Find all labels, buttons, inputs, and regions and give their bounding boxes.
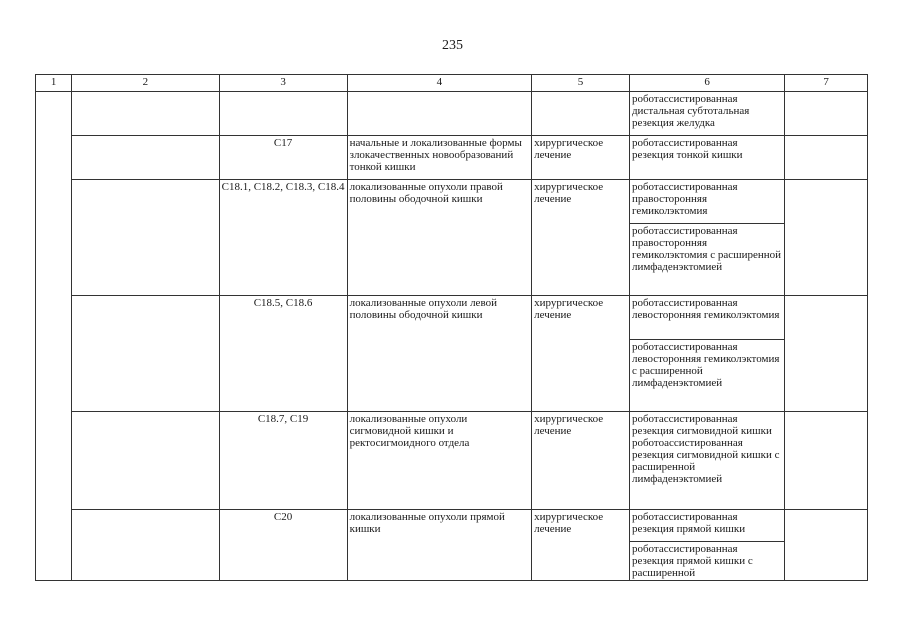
table-cell-col2 bbox=[72, 510, 219, 581]
table-row bbox=[36, 296, 868, 340]
table-cell-treatment: роботассистированная резекция прямой кишки с расширенной bbox=[629, 542, 784, 581]
table-cell-diagnosis: локализованные опухоли прямой кишки bbox=[347, 510, 532, 581]
table-cell-treatment: роботассистированная резекция сигмовидной кишки роботоассистированная резекция сигмовидной кишки с расширенной лимфаденэктомией bbox=[629, 412, 784, 510]
table-cell-icd-code: C18.1, C18.2, C18.3, C18.4 bbox=[219, 180, 347, 296]
table-cell-treatment-type: хирургическое лечение bbox=[532, 296, 630, 412]
table-cell-icd-code: C18.5, C18.6 bbox=[219, 296, 347, 412]
table-cell-icd-code: C17 bbox=[219, 136, 347, 180]
table-row bbox=[36, 412, 868, 510]
table-cell-icd-code: C18.7, C19 bbox=[219, 412, 347, 510]
table-cell-col2 bbox=[72, 296, 219, 412]
table-cell-col7 bbox=[785, 510, 868, 581]
procedures-table bbox=[35, 74, 868, 581]
table-cell-icd-code: C20 bbox=[219, 510, 347, 581]
column-header: 3 bbox=[219, 75, 347, 92]
table-cell-col3 bbox=[219, 92, 347, 136]
column-header: 2 bbox=[72, 75, 219, 92]
table-cell-col2 bbox=[72, 136, 219, 180]
page-number: 235 bbox=[442, 38, 463, 53]
table-cell-treatment: роботассистированная правосторонняя гемиколэктомия с расширенной лимфаденэктомией bbox=[629, 224, 784, 296]
table-cell-col2 bbox=[72, 412, 219, 510]
table-cell-col7 bbox=[785, 296, 868, 412]
column-header: 1 bbox=[36, 75, 72, 92]
table-cell-treatment-type: хирургическое лечение bbox=[532, 412, 630, 510]
table-cell-col7 bbox=[785, 180, 868, 296]
table-row bbox=[36, 180, 868, 224]
table-cell-treatment-type: хирургическое лечение bbox=[532, 510, 630, 581]
column-header: 6 bbox=[629, 75, 784, 92]
table-cell-treatment: роботассистированная левосторонняя гемиколэктомия bbox=[629, 296, 784, 340]
table-cell-diagnosis: начальные и локализованные формы злокачественных новообразований тонкой кишки bbox=[347, 136, 532, 180]
table-row bbox=[36, 136, 868, 180]
table-cell-treatment: роботассистированная правосторонняя гемиколэктомия bbox=[629, 180, 784, 224]
table-cell-col7 bbox=[785, 412, 868, 510]
table-cell-col7 bbox=[785, 136, 868, 180]
table-cell-col2 bbox=[72, 180, 219, 296]
table-header-row bbox=[36, 75, 868, 92]
table-cell-treatment: роботассистированная дистальная субтотальная резекция желудка bbox=[629, 92, 784, 136]
table-cell-col1 bbox=[36, 92, 72, 581]
table-cell-treatment-type: хирургическое лечение bbox=[532, 136, 630, 180]
table-cell-treatment: роботассистированная резекция прямой кишки bbox=[629, 510, 784, 542]
table-cell-diagnosis: локализованные опухоли правой половины ободочной кишки bbox=[347, 180, 532, 296]
column-header: 5 bbox=[532, 75, 630, 92]
table-row bbox=[36, 510, 868, 542]
table-cell-diagnosis: локализованные опухоли сигмовидной кишки и ректосигмоидного отдела bbox=[347, 412, 532, 510]
table-cell-col4 bbox=[347, 92, 532, 136]
table-cell-treatment-type: хирургическое лечение bbox=[532, 180, 630, 296]
column-header: 7 bbox=[785, 75, 868, 92]
table-cell-col7 bbox=[785, 92, 868, 136]
table-cell-diagnosis: локализованные опухоли левой половины ободочной кишки bbox=[347, 296, 532, 412]
table-row bbox=[36, 92, 868, 136]
table-cell-treatment: роботассистированная резекция тонкой кишки bbox=[629, 136, 784, 180]
column-header: 4 bbox=[347, 75, 532, 92]
table-cell-treatment: роботассистированная левосторонняя гемиколэктомия с расширенной лимфаденэктомией bbox=[629, 340, 784, 412]
table-cell-col2 bbox=[72, 92, 219, 136]
table-cell-col5 bbox=[532, 92, 630, 136]
